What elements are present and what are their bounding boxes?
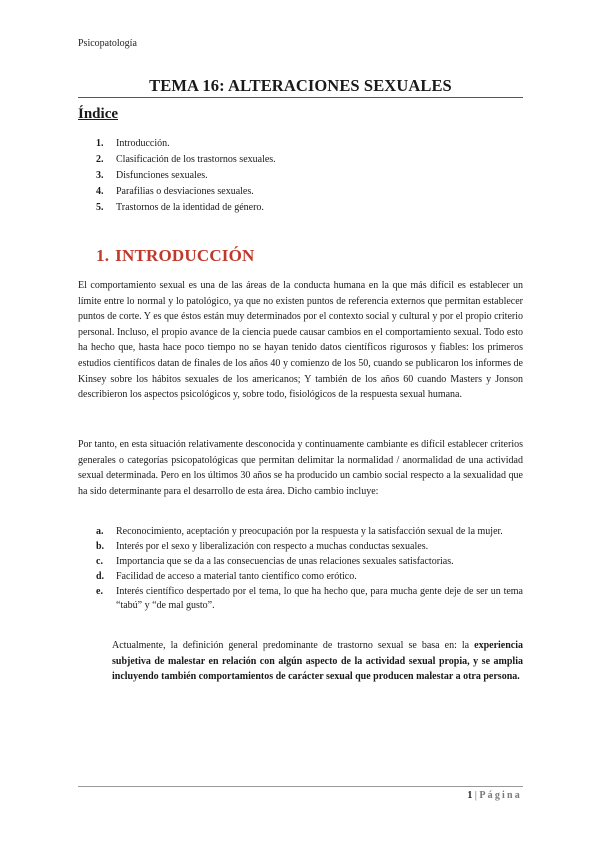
footer-divider — [78, 786, 523, 787]
list-item-text: Interés por el sexo y liberalización con respecto a muchas conductas sexuales. — [116, 541, 429, 552]
index-item-text: Disfunciones sexuales. — [116, 170, 208, 181]
index-item-number: 5. — [96, 202, 104, 213]
index-item-number: 2. — [96, 154, 104, 165]
paragraph-intro: El comportamiento sexual es una de las áreas de la conducta humana en la que más difícil es establecer un límite entre lo normal y lo patológico, ya que no existen puntos de referencia externos que permitan establecer puntos de corte. Y es que éstos están muy determinados por el contexto social y cultural y por el propio criterio personal. Incluso, el propio avance de la ciencia puede causar cambios en el comportamiento sexual. Todo esto ha hecho que, hasta hace poco tiempo no se hayan tenido datos científicos rigurosos y fiables: los primeros estudios científicos datan de finales de los años 40 y comienzo de los 50, cuando se publicaron los informes de Kinsey sobre los hábitos sexuales de los americanos; Y también de los años 60 cuando Masters y Jonson describieron los aspectos psicológicos y, sobre todo, fisiológicos de la respuesta sexual humana. — [78, 280, 523, 401]
index-item — [96, 136, 276, 152]
page-footer — [467, 790, 522, 801]
index-item — [96, 152, 276, 168]
list-item-text: Reconocimiento, aceptación y preocupación por la respuesta y la satisfacción sexual de la mujer. — [116, 526, 503, 537]
list-item — [96, 555, 523, 569]
list-item-text: Facilidad de acceso a material tanto científico como erótico. — [116, 571, 357, 582]
page-label: Página — [479, 790, 522, 801]
list-item — [96, 525, 523, 539]
page-number: 1 — [467, 790, 473, 801]
list-item — [96, 540, 523, 554]
index-item-number: 3. — [96, 170, 104, 181]
page-header: Psicopatología — [78, 38, 137, 49]
footer-separator: | — [472, 790, 480, 801]
index-item — [96, 200, 276, 216]
list-item-letter: b. — [96, 541, 105, 552]
section-number: 1. — [96, 246, 110, 265]
definition-bold: experiencia subjetiva de malestar en relación con algún aspecto de la actividad sexual propia, y se amplia incluyendo también comportamientos de carácter sexual que producen malestar a otra persona. — [112, 640, 523, 683]
section-title: INTRODUCCIÓN — [115, 246, 255, 265]
change-list — [96, 525, 523, 614]
title-divider — [78, 97, 523, 98]
index-item-text: Parafilias o desviaciones sexuales. — [116, 186, 254, 197]
list-item-letter: a. — [96, 526, 104, 537]
list-item-letter: c. — [96, 556, 103, 567]
index-item-text: Introducción. — [116, 138, 170, 149]
paragraph-definition — [112, 638, 523, 685]
index-item-text: Trastornos de la identidad de género. — [116, 202, 264, 213]
index-item-number: 4. — [96, 186, 104, 197]
index-item — [96, 184, 276, 200]
index-heading: Índice — [78, 106, 119, 122]
document-title: TEMA 16: ALTERACIONES SEXUALES — [149, 76, 452, 95]
list-item — [96, 570, 523, 584]
index-item-number: 1. — [96, 138, 104, 149]
list-item-letter: d. — [96, 571, 105, 582]
index-item — [96, 168, 276, 184]
index-item-text: Clasificación de los trastornos sexuales. — [116, 154, 276, 165]
paragraph-context: Por tanto, en esta situación relativamente desconocida y continuamente cambiante es difícil establecer criterios generales o categorías psicopatológicas que permitan delimitar la normalidad / anormalidad de una actividad sexual determinada. Pero en los últimos 30 años se ha producido un cambio social respecto a la sexualidad que ha sido determinante para el desarrollo de esta área. Dicho cambio incluye: — [78, 439, 523, 497]
list-item — [96, 585, 523, 614]
list-item-text: Interés científico despertado por el tema, lo que ha hecho que, para mucha gente deje de ser un tema “tabú” y “de mal gusto”. — [116, 586, 523, 612]
section-heading — [96, 246, 255, 266]
definition-intro: Actualmente, la definición general predominante de trastorno sexual se basa en: la — [112, 640, 475, 651]
index-list — [96, 136, 276, 216]
list-item-text: Importancia que se da a las consecuencias de unas relaciones sexuales satisfactorias. — [116, 556, 454, 567]
list-item-letter: e. — [96, 586, 103, 597]
